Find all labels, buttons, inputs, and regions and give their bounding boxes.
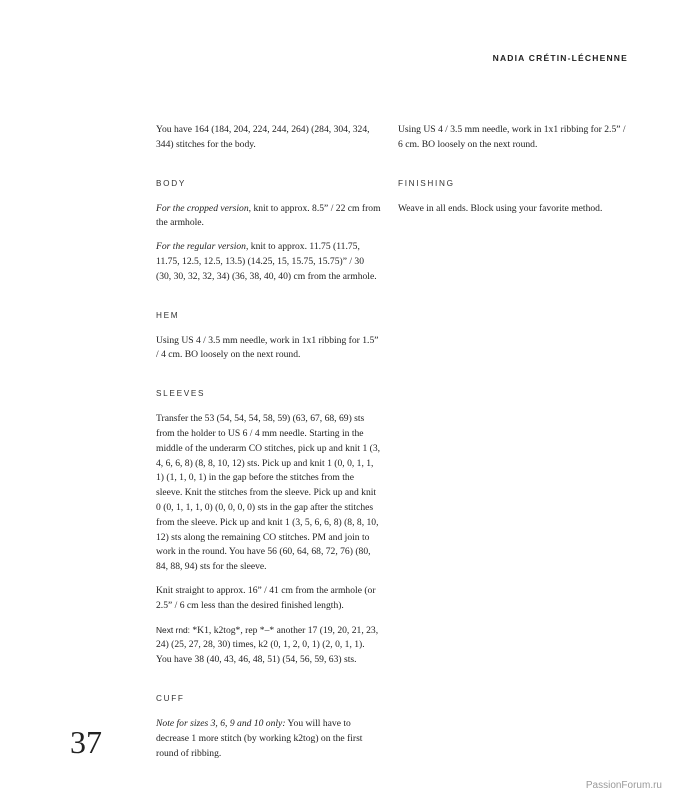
- cropped-paragraph: [156, 202, 381, 232]
- cuff-paragraph: [156, 717, 381, 761]
- next-round-paragraph: [156, 623, 381, 668]
- ribbing-paragraph: Using US 4 / 3.5 mm needle, work in 1x1 ribbing for 2.5” / 6 cm. BO loosely on the next round.: [398, 124, 626, 150]
- watermark: PassionForum.ru: [585, 780, 662, 791]
- next-round-label: Next rnd:: [156, 624, 190, 635]
- hem-heading: HEM: [156, 310, 180, 320]
- finishing-heading: FINISHING: [398, 178, 455, 188]
- sleeves-heading: SLEEVES: [156, 389, 206, 399]
- cropped-label: For the cropped version: [156, 202, 249, 214]
- cuff-label: Note for sizes 3, 6, 9 and 10 only:: [156, 717, 286, 729]
- hem-paragraph: Using US 4 / 3.5 mm needle, work in 1x1 ribbing for 1.5” / 4 cm. BO loosely on the next round.: [156, 334, 379, 361]
- regular-label: For the regular version: [156, 241, 246, 253]
- intro-paragraph: You have 164 (184, 204, 224, 244, 264) (284, 304, 324, 344) stitches for the body.: [156, 124, 370, 150]
- right-column: [398, 123, 626, 216]
- finishing-paragraph: Weave in all ends. Block using your favorite method.: [398, 202, 603, 214]
- page-number: 37: [70, 724, 102, 760]
- sleeves-paragraph-1: Transfer the 53 (54, 54, 54, 58, 59) (63, 67, 68, 69) sts from the holder to US 6 / 4 mm needle. Starting in the middle of the underarm CO stitches, pick up and knit 1 (3, 4, 6, 6, 8) (8, 8, 10, 12) sts. Pick up and knit 1 (0, 0, 1, 1, 1) (1, 1, 0, 1) in the gap before the stitches from the sleeve. Knit the stitches from the sleeve. Pick up and knit 0 (0, 1, 1, 1, 0) (0, 0, 0, 0) sts in the gap after the stitches from the sleeve. Pick up and knit 1 (3, 5, 6, 6, 8) (8, 8, 10, 12) sts along the remaining CO stitches. PM and join to work in the round. You have 56 (60, 64, 68, 72, 76) (80, 84, 88, 94) sts for the sleeve.: [156, 413, 381, 573]
- cuff-text: You will have to decrease 1 more stitch (by working k2tog) on the first round of ribbing.: [156, 717, 363, 759]
- regular-paragraph: [156, 240, 381, 284]
- next-round-text: *K1, k2tog*, rep *–* another 17 (19, 20, 21, 23, 24) (25, 27, 28, 30) times, k2 (0, 1, 2, 0, 1) (2, 0, 1, 1). You have 38 (40, 43, 46, 48, 51) (54, 56, 59, 63) sts.: [156, 624, 379, 666]
- author-name: NADIA CRÉTIN-LÉCHENNE: [492, 53, 628, 63]
- cuff-heading: CUFF: [156, 693, 185, 703]
- cropped-text: , knit to approx. 8.5” / 22 cm from the armhole.: [156, 202, 381, 229]
- left-column: [156, 123, 381, 761]
- regular-text: , knit to approx. 11.75 (11.75, 11.75, 12.5, 12.5, 13.5) (14.25, 15, 15.75, 15.75)” / 30 (30, 30, 32, 32, 34) (36, 38, 40, 40) cm from the armhole.: [156, 241, 377, 282]
- sleeves-paragraph-2: Knit straight to approx. 16” / 41 cm from the armhole (or 2.5” / 6 cm less than the desired finished length).: [156, 584, 376, 611]
- body-heading: BODY: [156, 178, 187, 188]
